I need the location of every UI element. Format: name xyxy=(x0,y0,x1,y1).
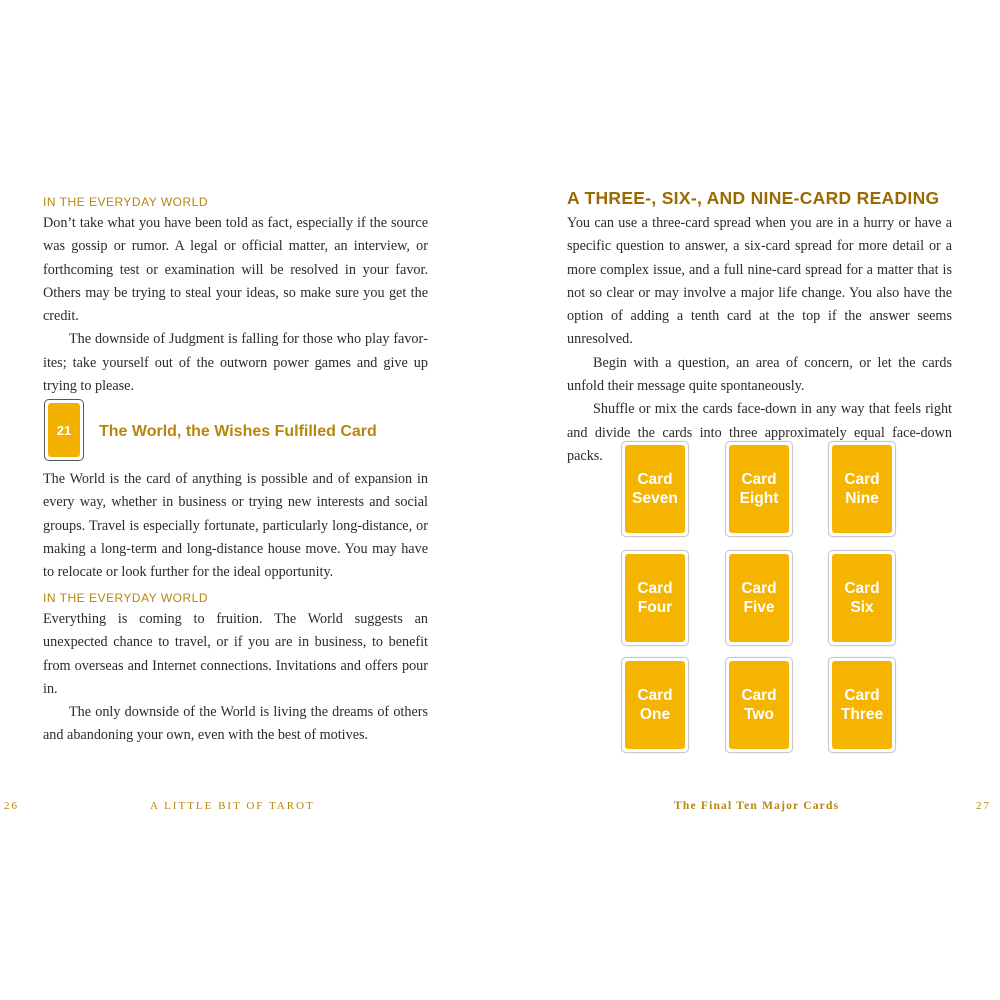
card-label: Nine xyxy=(845,490,879,507)
reading-title: A THREE-, SIX-, AND NINE-CARD READING xyxy=(567,188,940,208)
card-label: Seven xyxy=(632,490,678,507)
card-number: 21 xyxy=(48,403,80,457)
card-label: Card xyxy=(741,471,777,488)
section-body xyxy=(43,608,428,748)
card-label: Card xyxy=(637,471,673,488)
section-body xyxy=(43,212,428,398)
section-eyebrow: IN THE EVERYDAY WORLD xyxy=(43,195,208,209)
card-label: Two xyxy=(744,706,774,723)
card-label: Four xyxy=(637,599,673,616)
reading-body xyxy=(567,212,952,468)
spread-card xyxy=(725,441,793,537)
card-label: One xyxy=(639,706,671,723)
card-label: Card xyxy=(637,580,673,597)
paragraph: The World is the card of anything is possible and of expansion in every way, whether in business or trying new interests and social groups. Travel is especially fortunate, particularly long-distance, or making a long-term and long-distance house move. You may have to relocate or look further for the ideal opportunity. xyxy=(43,471,428,581)
spread-card xyxy=(725,657,793,753)
paragraph: Don’t take what you have been told as fact, especially if the source was gossip or rumor. A legal or official matter, an interview, or forthcoming test or examination will be resolved in your favor. Others may be trying to steal your ideas, so make sure you get the credit. xyxy=(43,215,428,325)
card-label: Three xyxy=(840,706,884,723)
spread-card xyxy=(828,657,896,753)
paragraph: You can use a three-card spread when you are in a hurry or have a specific question to answer, a six-card spread for more detail or a more complex issue, and a full nine-card spread for a matter that is not so clear or may involve a major life change. You also have the option of adding a tenth card at the top if the answer seems unresolved. xyxy=(567,215,952,348)
spread-card xyxy=(621,550,689,646)
card-label: Six xyxy=(850,599,874,616)
spread-card xyxy=(621,657,689,753)
running-head-left: A LITTLE BIT OF TAROT xyxy=(150,800,315,812)
card-label: Card xyxy=(844,687,880,704)
card-label: Card xyxy=(637,687,673,704)
card-label: Card xyxy=(741,687,777,704)
paragraph: Shuffle or mix the cards face-down in any way that feels right and divide the cards into three approximately equal face-down packs. xyxy=(567,401,952,464)
card-label: Eight xyxy=(739,490,779,507)
section-eyebrow: IN THE EVERYDAY WORLD xyxy=(43,591,208,605)
page-number-right: 27 xyxy=(976,800,991,812)
running-head-right: The Final Ten Major Cards xyxy=(674,800,840,812)
card-number-badge xyxy=(44,399,84,461)
card-title: The World, the Wishes Fulfilled Card xyxy=(99,423,377,440)
spread-card xyxy=(828,550,896,646)
card-label: Card xyxy=(844,471,880,488)
card-spread-grid xyxy=(621,441,897,757)
page-number-left: 26 xyxy=(4,800,19,812)
spread-card xyxy=(828,441,896,537)
card-description xyxy=(43,468,428,584)
card-label: Five xyxy=(743,599,775,616)
paragraph: The only downside of the World is living the dreams of others and abandoning your own, even with the best of motives. xyxy=(43,704,428,744)
spread-card xyxy=(725,550,793,646)
paragraph: The downside of Judgment is falling for those who play favorites; take yourself out of the outworn power games and give up trying to please. xyxy=(43,331,428,395)
spread-card xyxy=(621,441,689,537)
paragraph: Begin with a question, an area of concern, or let the cards unfold their message quite spontaneously. xyxy=(567,354,952,395)
card-label: Card xyxy=(741,580,777,597)
paragraph: Everything is coming to fruition. The World suggests an unexpected chance to travel, or if you are in business, to benefit from overseas and Internet connections. Invitations and offers pour in. xyxy=(43,611,428,697)
card-label: Card xyxy=(844,580,880,597)
